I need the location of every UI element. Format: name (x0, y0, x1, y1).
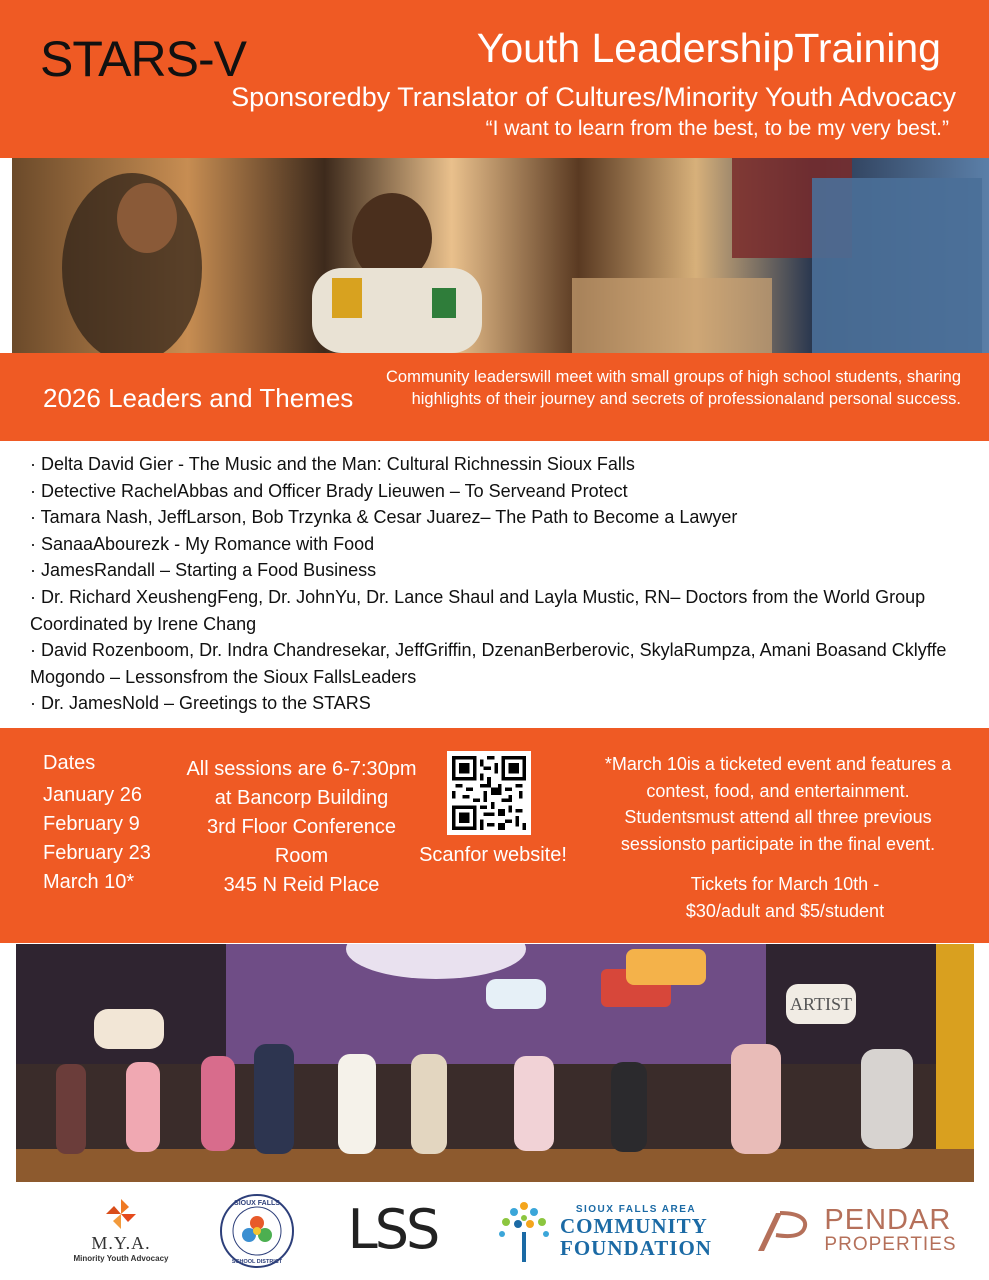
leader-item: · Detective RachelAbbas and Officer Brady Lieuwen – To Serveand Protect (30, 480, 628, 501)
leaders-list (30, 451, 970, 717)
pendar-name: PENDAR (824, 1204, 952, 1236)
community-foundation-logo (486, 1192, 722, 1270)
session-details (180, 755, 423, 900)
foundation-area: SIOUX FALLS AREA (575, 1203, 697, 1215)
leader-item: · David Rozenboom, Dr. Indra Chandresekar, JeffGriffin, DzenanBerberovic, SkylaRumpza, Amani Boasand Cklyffe Mogondo – Lessonsfrom the Sioux FallsLeaders (30, 640, 947, 687)
pendar-mark-icon (754, 1207, 814, 1253)
pendar-wordmark (824, 1205, 956, 1255)
tree-icon (496, 1198, 552, 1264)
info-section (0, 728, 989, 943)
leader-item: · SanaaAbourezk - My Romance with Food (30, 533, 375, 554)
dates-list (43, 781, 151, 897)
page-title: Youth LeadershipTraining (476, 25, 941, 71)
leader-item: · Dr. JamesNold – Greetings to the STARS (30, 693, 371, 714)
pendar-subname: PROPERTIES (824, 1234, 957, 1255)
mya-name: M.Y.A. (91, 1233, 151, 1253)
scan-label: Scanfor website! (419, 844, 567, 866)
leader-item: · JamesRandall – Starting a Food Business (30, 560, 377, 581)
qr-code[interactable] (447, 751, 531, 835)
community-foundation-wordmark (560, 1204, 712, 1259)
pinwheel-icon (101, 1197, 141, 1231)
ticket-price (620, 871, 950, 924)
mya-logo (66, 1190, 176, 1270)
session-building: at Bancorp Building (214, 787, 389, 809)
qr-code-icon (452, 756, 526, 830)
leaders-description: Community leaderswill meet with small groups of high school students, sharing highlights of their journey and secrets of professionaland personal success. (385, 368, 961, 408)
session-floor: 3rd Floor Conference (207, 816, 396, 838)
sioux-falls-school-district-logo (218, 1192, 296, 1270)
leaders-heading: 2026 Leaders and Themes (43, 383, 354, 413)
foundation-line2: FOUNDATION (560, 1235, 712, 1260)
pendar-properties-logo (748, 1200, 963, 1260)
date-item: February 23 (43, 842, 151, 864)
date-item: January 26 (43, 784, 142, 806)
header-banner (0, 0, 989, 158)
ticket-price-line: Tickets for March 10th - (690, 874, 880, 894)
session-time: All sessions are 6-7:30pm (186, 758, 417, 780)
brand-title: STARS-V (40, 31, 246, 87)
artist-sign-text: ARTIST (790, 994, 852, 1014)
sponsor-line: Sponsoredby Translator of Cultures/Minority Youth Advocacy (231, 82, 956, 112)
stage-photo (16, 944, 974, 1182)
dates-label: Dates (43, 752, 96, 774)
stage-photo-illustration (16, 944, 974, 1182)
lss-wordmark: LSS (347, 1197, 438, 1261)
foundation-line1: COMMUNITY (560, 1213, 708, 1238)
quote: “I want to learn from the best, to be my very best.” (485, 117, 949, 140)
date-item: March 10* (43, 871, 135, 893)
leaders-banner (0, 353, 989, 441)
ticket-price-line: $30/adult and $5/student (685, 900, 885, 921)
seal-bottom-text: SCHOOL DISTRICT (231, 1259, 283, 1265)
mya-subtitle: Minority Youth Advocacy (73, 1254, 169, 1263)
session-address: 345 N Reid Place (223, 874, 380, 896)
lss-logo (340, 1194, 445, 1264)
school-district-seal-icon (219, 1193, 295, 1269)
date-item: February 9 (43, 813, 140, 835)
leader-item: · Delta David Gier - The Music and the Man: Cultural Richnessin Sioux Falls (30, 454, 635, 474)
students-photo-illustration (12, 158, 989, 353)
leader-item: · Dr. Richard XeushengFeng, Dr. JohnYu, Dr. Lance Shaul and Layla Mustic, RN– Doctors from the World Group Coordinated by Irene Chang (30, 586, 926, 634)
session-room: Room (274, 845, 329, 867)
sponsor-logos (0, 1182, 989, 1280)
students-photo (12, 158, 989, 353)
leader-item: · Tamara Nash, JeffLarson, Bob Trzynka & Cesar Juarez– The Path to Become a Lawyer (30, 507, 738, 528)
ticket-info: *March 10is a ticketed event and features a contest, food, and entertainment. Studentsmust attend all three previous sessionsto participate in the final event. (604, 754, 952, 854)
seal-top-text: SIOUX FALLS (234, 1200, 280, 1207)
